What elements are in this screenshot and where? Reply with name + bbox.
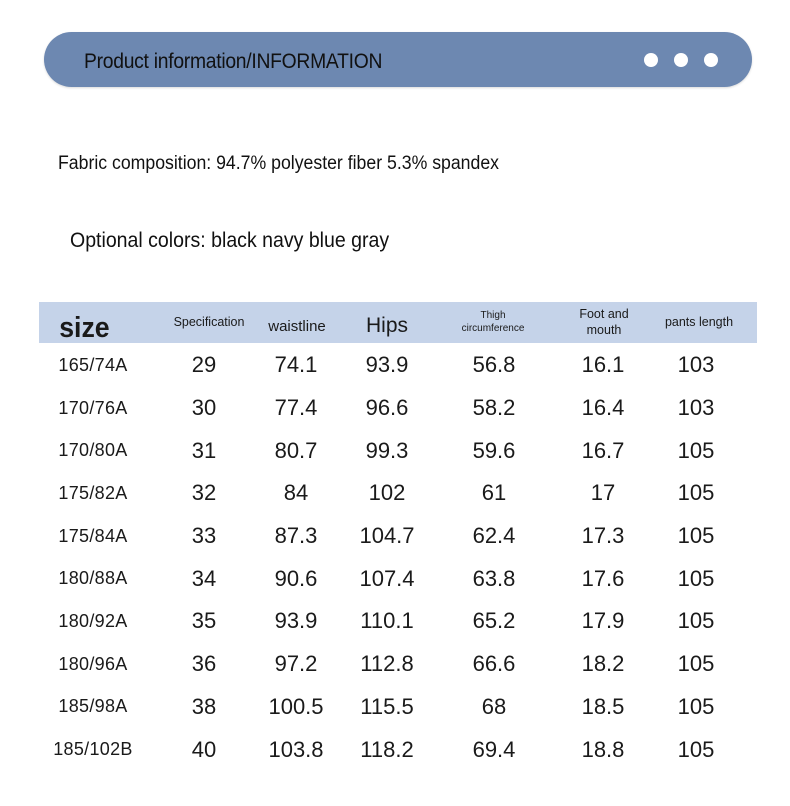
cell-specification: 33 — [191, 523, 217, 549]
cell-hips: 118.2 — [360, 736, 414, 762]
cell-pants-length: 103 — [677, 352, 715, 378]
cell-waistline: 93.9 — [274, 608, 318, 634]
header-foot-line2: mouth — [586, 322, 622, 337]
cell-waistline: 90.6 — [274, 565, 318, 591]
cell-hips: 102 — [368, 480, 406, 506]
cell-waistline: 77.4 — [274, 395, 318, 421]
optional-colors: Optional colors: black navy blue gray — [70, 229, 390, 252]
cell-foot-mouth: 18.5 — [581, 693, 625, 719]
cell-size: 180/88A — [58, 568, 128, 589]
banner-dots — [644, 53, 718, 67]
cell-waistline: 100.5 — [268, 693, 324, 719]
cell-waistline: 80.7 — [274, 437, 318, 463]
size-table-header — [39, 302, 757, 343]
cell-size: 180/96A — [58, 653, 128, 674]
cell-size: 185/102B — [53, 739, 133, 760]
dot-icon — [674, 53, 688, 67]
table-row — [0, 557, 790, 600]
header-thigh-line1: Thigh — [480, 309, 506, 321]
table-row — [0, 600, 790, 643]
fabric-composition: Fabric composition: 94.7% polyester fiber 5.3% spandex — [58, 153, 500, 174]
header-thigh-line2: circumference — [461, 323, 525, 334]
cell-thigh: 69.4 — [472, 736, 516, 762]
cell-specification: 40 — [191, 736, 217, 762]
cell-size: 170/76A — [58, 397, 128, 418]
cell-specification: 34 — [191, 565, 217, 591]
header-hips — [347, 302, 427, 347]
dot-icon — [704, 53, 718, 67]
cell-thigh: 68 — [481, 693, 507, 719]
cell-thigh: 65.2 — [472, 608, 516, 634]
table-row — [0, 429, 790, 472]
cell-pants-length: 105 — [677, 437, 715, 463]
cell-pants-length: 105 — [677, 523, 715, 549]
size-table-body — [0, 344, 790, 771]
table-row — [0, 515, 790, 558]
table-row — [0, 728, 790, 771]
cell-hips: 93.9 — [365, 352, 409, 378]
cell-foot-mouth: 18.2 — [581, 651, 625, 677]
header-specification-label: Specification — [173, 314, 245, 329]
cell-pants-length: 105 — [677, 651, 715, 677]
cell-foot-mouth: 17 — [590, 480, 616, 506]
table-row — [0, 472, 790, 515]
cell-thigh: 56.8 — [472, 352, 516, 378]
header-size-label: size — [59, 312, 110, 345]
header-size — [57, 302, 133, 349]
cell-specification: 35 — [191, 608, 217, 634]
header-pants-length — [655, 302, 743, 345]
banner-title: Product information/INFORMATION — [84, 50, 383, 73]
header-waistline — [251, 302, 343, 347]
dot-icon — [644, 53, 658, 67]
cell-pants-length: 105 — [677, 565, 715, 591]
cell-thigh: 63.8 — [472, 565, 516, 591]
cell-hips: 104.7 — [359, 523, 415, 549]
cell-pants-length: 105 — [677, 608, 715, 634]
cell-pants-length: 105 — [677, 736, 715, 762]
cell-specification: 30 — [191, 395, 217, 421]
header-hips-label: Hips — [365, 314, 408, 338]
cell-size: 165/74A — [58, 354, 128, 375]
cell-foot-mouth: 18.8 — [581, 736, 625, 762]
cell-foot-mouth: 17.9 — [581, 608, 625, 634]
cell-size: 170/80A — [58, 440, 128, 461]
cell-hips: 107.4 — [359, 565, 415, 591]
cell-waistline: 97.2 — [274, 651, 318, 677]
cell-specification: 32 — [191, 480, 217, 506]
cell-thigh: 58.2 — [472, 395, 516, 421]
header-specification — [161, 302, 257, 345]
header-pants-length-label: pants length — [664, 314, 734, 329]
table-row — [0, 387, 790, 430]
cell-thigh: 61 — [481, 480, 507, 506]
cell-pants-length: 105 — [677, 480, 715, 506]
product-info-banner — [44, 32, 752, 87]
cell-hips: 110.1 — [360, 608, 414, 634]
header-foot-line1: Foot and — [579, 307, 629, 322]
cell-specification: 38 — [191, 693, 217, 719]
table-row — [0, 643, 790, 686]
cell-hips: 112.8 — [360, 651, 414, 677]
cell-specification: 31 — [191, 437, 217, 463]
cell-foot-mouth: 16.1 — [581, 352, 625, 378]
cell-foot-mouth: 16.7 — [581, 437, 625, 463]
cell-specification: 29 — [191, 352, 217, 378]
cell-pants-length: 105 — [677, 693, 715, 719]
cell-size: 180/92A — [58, 610, 128, 631]
cell-thigh: 62.4 — [472, 523, 516, 549]
cell-foot-mouth: 17.3 — [581, 523, 625, 549]
cell-hips: 99.3 — [365, 437, 409, 463]
table-row — [0, 344, 790, 387]
cell-waistline: 103.8 — [268, 736, 324, 762]
cell-hips: 115.5 — [360, 693, 414, 719]
cell-foot-mouth: 16.4 — [581, 395, 625, 421]
cell-waistline: 74.1 — [274, 352, 318, 378]
cell-waistline: 87.3 — [274, 523, 318, 549]
cell-pants-length: 103 — [677, 395, 715, 421]
cell-size: 175/82A — [58, 482, 128, 503]
cell-thigh: 59.6 — [472, 437, 516, 463]
header-thigh — [443, 302, 543, 343]
cell-size: 175/84A — [58, 525, 128, 546]
cell-hips: 96.6 — [365, 395, 409, 421]
header-waistline-label: waistline — [268, 317, 326, 335]
cell-foot-mouth: 17.6 — [581, 565, 625, 591]
cell-specification: 36 — [191, 651, 217, 677]
cell-size: 185/98A — [58, 696, 128, 717]
cell-waistline: 84 — [283, 480, 309, 506]
header-foot-mouth — [561, 302, 647, 343]
cell-thigh: 66.6 — [472, 651, 516, 677]
table-row — [0, 686, 790, 729]
